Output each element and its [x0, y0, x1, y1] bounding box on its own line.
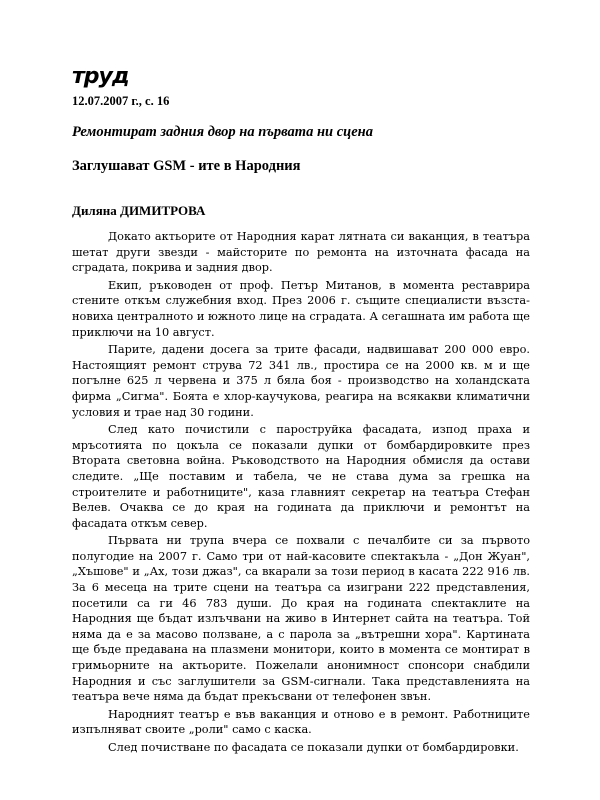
article-paragraph: Народният театър е във ваканция и отново е в ремонт. Работниците изпълняват своите „роли" само с каска. — [72, 707, 530, 737]
article-paragraph: След почистване по фасадата се показали дупки от бомбардировки. — [108, 741, 519, 754]
publication-dateline: 12.07.2007 г., с. 16 — [72, 94, 170, 108]
article-subhead: Ремонтират задния двор на първата ни сцена — [72, 124, 373, 140]
article-author: Диляна ДИМИТРОВА — [72, 203, 206, 218]
article-paragraph: Първата ни трупа вчера се похвали с печалбите си за първото полугодие на 2007 г. Само три от най-касовите спектакъла - „Дон Жуан", „Хъшове" и „Ах, този джаз", са вкарали за този период в касата 222 916 лв. За 6 месеца на трите сцени на театъра са изиграни 222 представления, посетили са ги 46 783 души. До края на годината спектаклите на Народния ще бъдат излъчвани на живо в Интернет сайта на театъра. Той няма да е за масово ползване, а с парола за „вътрешни хора". Картината ще бъде предавана на плазмени монитори, които в момента се монтират в гримьорните на актьорите. Пожелали анонимност спонсори снабдили Народния и със заглушители за GSM-сигнали. Така представленията на театъра вече няма да бъдат прекъсвани от телефонен звън. — [72, 534, 530, 704]
document-page — [72, 60, 530, 758]
article-paragraph: Докато актьорите от Народния карат лятната си ваканция, в театъра шетат други звезди - майсторите по ремонта на източната фасада на сградата, покрива и задния двор. — [72, 230, 530, 275]
article-paragraph: Парите, дадени досега за трите фасади, надвишават 200 000 евро. Настоящият ремонт струва 72 341 лв., простира се на 2000 кв. м и ще погълне 625 л червена и 375 л бяла боя - производство на холандската фирма „Сигма". Боята е хлор-каучукова, реагира на всякакви климатични условия и трае над 30 години. — [72, 343, 530, 419]
article-headline: Заглушават GSM - ите в Народния — [72, 158, 301, 174]
article-paragraph: Екип, ръководен от проф. Петър Митанов, в момента реставрира стените откъм служебния вход. През 2006 г. същите специалисти възста-новиха централното и южното лице на сградата. А сегашната им работа ще приключи на 10 август. — [72, 278, 530, 339]
article-body — [72, 229, 530, 756]
newspaper-logo: труд — [72, 64, 129, 89]
article-paragraph: След като почистили с пароструйка фасадата, изпод праха и мръсотията по цокъла се показали дупки от бомбардировките през Втората световна война. Ръководството на Народния обмисля да остави следите. „Ще поставим и табела, че не става дума за грешка на строителите и работниците", каза главният секретар на театъра Стефан Велев. Очаква се до края на годината да приключи и ремонтът на фасадата откъм север. — [72, 423, 530, 530]
